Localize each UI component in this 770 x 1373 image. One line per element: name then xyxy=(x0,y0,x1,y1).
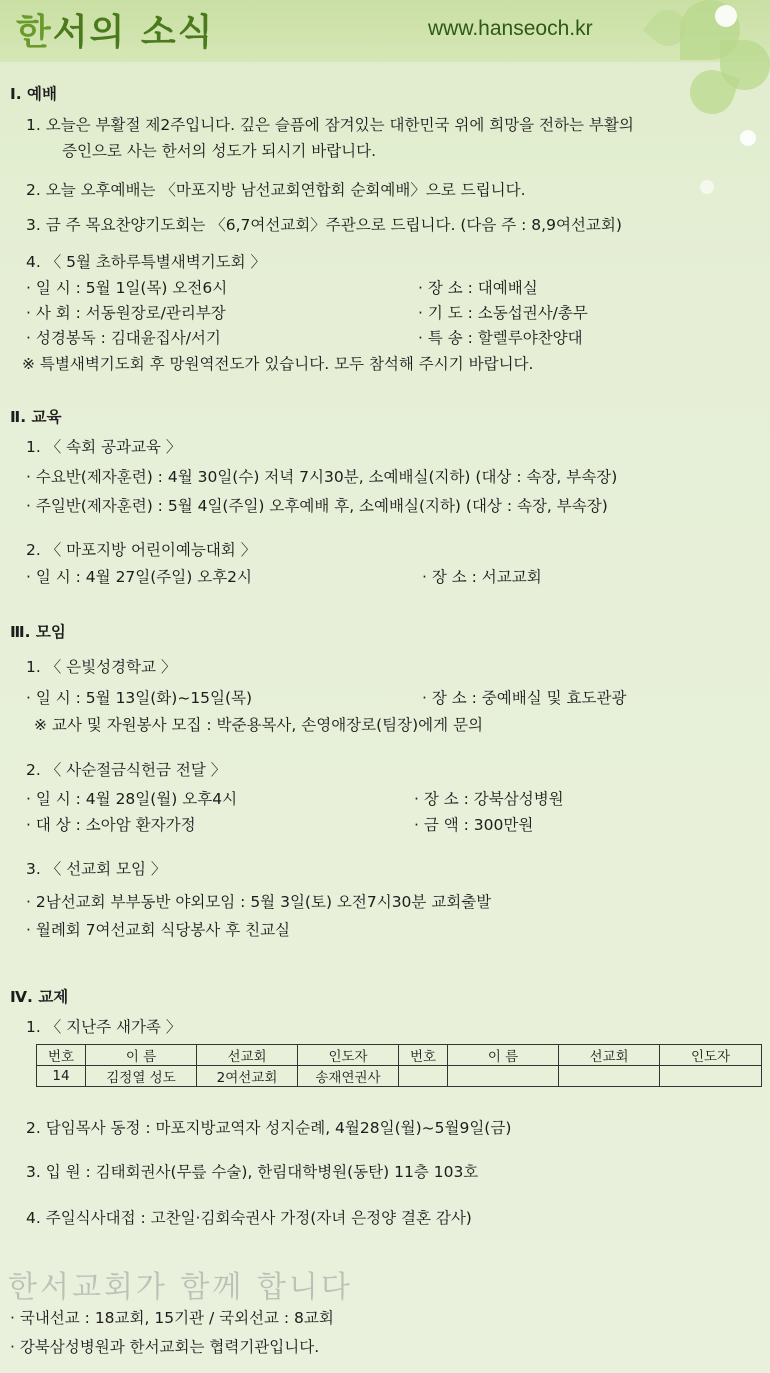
detail-line: · 일 시 : 5월 13일(화)~15일(목) xyxy=(26,689,253,707)
table-cell: 송재연권사 xyxy=(298,1066,399,1087)
detail-line: · 일 시 : 4월 28일(월) 오후4시 xyxy=(26,790,238,808)
notice-line: 2. 오늘 오후예배는 〈마포지방 남선교회연합회 순회예배〉으로 드립니다. xyxy=(26,181,526,199)
notice-line: 4. 〈 5월 초하루특별새벽기도회 〉 xyxy=(26,253,267,271)
detail-line: · 장 소 : 중예배실 및 효도관광 xyxy=(422,689,627,707)
detail-line: · 일 시 : 5월 1일(목) 오전6시 xyxy=(26,279,228,297)
section-heading-worship: Ⅰ. 예배 xyxy=(10,85,57,103)
column-header: 이 름 xyxy=(448,1045,559,1066)
page-title: 한서의 소식 xyxy=(16,12,215,53)
footer-line: · 국내선교 : 18교회, 15기관 / 국외선교 : 8교회 xyxy=(10,1309,334,1327)
notice-line: 3. 입 원 : 김태회권사(무릎 수술), 한림대학병원(동탄) 11층 103호 xyxy=(26,1163,479,1181)
section-heading-fellowship: Ⅳ. 교제 xyxy=(10,988,69,1006)
detail-line: · 금 액 : 300만원 xyxy=(414,816,534,834)
detail-line: · 장 소 : 대예배실 xyxy=(418,279,538,297)
table-cell xyxy=(399,1066,448,1087)
notice-line: 2. 〈 사순절금식헌금 전달 〉 xyxy=(26,761,227,779)
detail-line: · 일 시 : 4월 27일(주일) 오후2시 xyxy=(26,568,253,586)
column-header: 선교회 xyxy=(559,1045,660,1066)
notice-line: 증인으로 사는 한서의 성도가 되시기 바랍니다. xyxy=(62,142,377,160)
detail-line: · 수요반(제자훈련) : 4월 30일(수) 저녁 7시30분, 소예배실(지하) (대상 : 속장, 부속장) xyxy=(26,468,618,486)
column-header: 선교회 xyxy=(197,1045,298,1066)
column-header: 인도자 xyxy=(298,1045,399,1066)
column-header: 이 름 xyxy=(86,1045,197,1066)
notice-line: 1. 〈 은빛성경학교 〉 xyxy=(26,658,177,676)
notice-line: 2. 담임목사 동정 : 마포지방교역자 성지순례, 4월28일(월)~5월9일(금) xyxy=(26,1119,512,1137)
column-header: 번호 xyxy=(37,1045,86,1066)
table-row xyxy=(37,1066,762,1087)
detail-line: · 사 회 : 서동원장로/관리부장 xyxy=(26,304,226,322)
detail-line: · 월례회 7여선교회 식당봉사 후 친교실 xyxy=(26,921,291,939)
new-family-table xyxy=(36,1044,762,1087)
closing-slogan: 한서교회가 함께 합니다 xyxy=(8,1270,353,1305)
table-cell: 2여선교회 xyxy=(197,1066,298,1087)
detail-line: · 성경봉독 : 김대윤집사/서기 xyxy=(26,329,221,347)
detail-line: · 주일반(제자훈련) : 5월 4일(주일) 오후예배 후, 소예배실(지하) (대상 : 속장, 부속장) xyxy=(26,497,608,515)
detail-line: · 장 소 : 서교교회 xyxy=(422,568,542,586)
table-cell: 14 xyxy=(37,1066,86,1087)
detail-line: · 대 상 : 소아암 환자가정 xyxy=(26,816,196,834)
notice-line: 3. 금 주 목요찬양기도회는 〈6,7여선교회〉주관으로 드립니다. (다음 주 : 8,9여선교회) xyxy=(26,216,622,234)
column-header: 인도자 xyxy=(660,1045,762,1066)
detail-line: · 장 소 : 강북삼성병원 xyxy=(414,790,564,808)
notice-line: 1. 〈 속회 공과교육 〉 xyxy=(26,438,182,456)
table-cell xyxy=(448,1066,559,1087)
notice-line: 3. 〈 선교회 모임 〉 xyxy=(26,860,167,878)
detail-line: · 기 도 : 소동섭권사/총무 xyxy=(418,304,588,322)
table-cell xyxy=(660,1066,762,1087)
notice-line: 2. 〈 마포지방 어린이예능대회 〉 xyxy=(26,541,257,559)
note-line: ※ 교사 및 자원봉사 모집 : 박준용목사, 손영애장로(팀장)에게 문의 xyxy=(34,716,483,734)
note-line: ※ 특별새벽기도회 후 망원역전도가 있습니다. 모두 참석해 주시기 바랍니다. xyxy=(22,355,534,373)
section-heading-education: Ⅱ. 교육 xyxy=(10,408,62,426)
table-cell: 김정열 성도 xyxy=(86,1066,197,1087)
notice-line: 1. 오늘은 부활절 제2주입니다. 깊은 슬픔에 잠겨있는 대한민국 위에 희망을 전하는 부활의 xyxy=(26,116,634,134)
website-url[interactable]: www.hanseoch.kr xyxy=(428,17,593,40)
detail-line: · 특 송 : 할렐루야찬양대 xyxy=(418,329,583,347)
table-cell xyxy=(559,1066,660,1087)
detail-line: · 2남선교회 부부동반 야외모임 : 5월 3일(토) 오전7시30분 교회출발 xyxy=(26,893,492,911)
section-heading-meetings: Ⅲ. 모임 xyxy=(10,623,66,641)
table-header-row xyxy=(37,1045,762,1066)
footer-line: · 강북삼성병원과 한서교회는 협력기관입니다. xyxy=(10,1338,320,1356)
notice-line: 1. 〈 지난주 새가족 〉 xyxy=(26,1018,182,1036)
column-header: 번호 xyxy=(399,1045,448,1066)
notice-line: 4. 주일식사대접 : 고찬일·김회숙권사 가정(자녀 은정양 결혼 감사) xyxy=(26,1209,472,1227)
